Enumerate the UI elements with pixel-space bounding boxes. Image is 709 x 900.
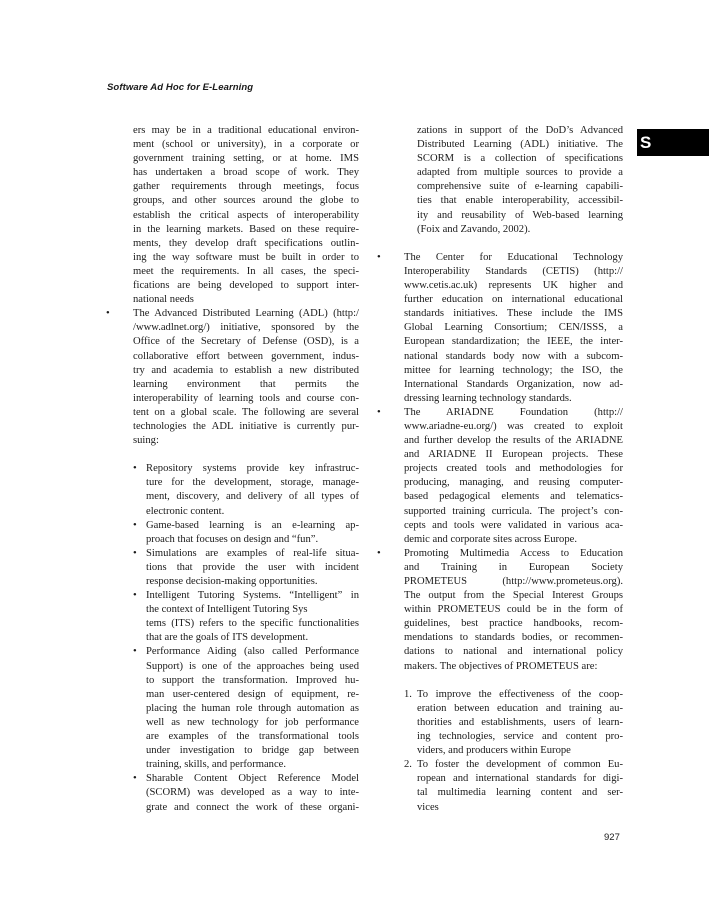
text-line: SCORM is a collection of specifications	[417, 153, 623, 165]
sub-bullet-game-based	[133, 519, 359, 547]
text-line: Support) is one of the approaches being used	[146, 660, 359, 672]
text-line: proach that focuses on design and “fun”.	[146, 533, 319, 545]
text-line: zations in support of the DoD’s Advanced	[417, 125, 623, 136]
sub-bullet-simulations	[133, 547, 359, 589]
text-line: ers may be in a traditional educational environ-	[133, 125, 359, 136]
running-head: Software Ad Hoc for E-Learning	[107, 82, 254, 93]
bullet-adl	[106, 307, 359, 448]
text-line: under investigation to bridge gap between	[146, 745, 359, 757]
text-line: www.ariadne-eu.org/) was created to exploit	[404, 420, 623, 432]
text-line: eration between education and training au-	[417, 702, 623, 714]
text-line: To improve the effectiveness of the coop-	[417, 688, 623, 700]
bullet-icon: •	[377, 547, 381, 559]
text-line: meet the requirements. In all cases, the speci-	[133, 265, 359, 277]
text-line: projects created tools and methodologies for	[404, 463, 623, 475]
text-line: further education on international educational	[404, 294, 623, 306]
text-line: Repository systems provide key infrastruc-	[146, 463, 359, 475]
section-tab: S	[637, 129, 709, 156]
text-line: ment (school or university), in a corporate or	[133, 139, 359, 151]
text-line: tent on a global scale. The following are several	[133, 406, 359, 418]
text-line: (SCORM) was developed as a way to inte-	[146, 787, 359, 799]
text-line: response decision-making opportunities.	[146, 576, 318, 587]
list-number: 1.	[404, 688, 412, 700]
text-line: Game-based learning is an e-learning ap-	[146, 519, 359, 531]
text-line: Sharable Content Object Reference Model	[146, 773, 359, 785]
text-line: Performance Aiding (also called Performance	[146, 646, 359, 658]
bullet-ariadne	[377, 406, 623, 547]
text-line: and Training in European Society	[404, 561, 623, 573]
text-line: tems (ITS) refers to the specific functionalities	[146, 618, 359, 630]
sub-bullet-scorm	[133, 772, 359, 814]
text-line: standards initiatives. These include the IMS	[404, 308, 623, 320]
text-line: ropean and international standards for digi-	[417, 773, 623, 785]
text-line: ture for the development, storage, manage-	[146, 477, 359, 489]
text-line: ment, discovery, and delivery of all types of	[146, 491, 359, 503]
text-line: tal multimedia learning content and ser-	[417, 787, 623, 799]
text-line: electronic content.	[146, 505, 225, 517]
text-line: viders, and producers within Europe	[417, 745, 571, 757]
text-line: national standards body now with a subcom-	[404, 350, 623, 362]
scorm-continuation	[404, 124, 623, 237]
bullet-icon: •	[133, 773, 137, 785]
text-line: and further develop the results of the ARIADNE	[404, 435, 623, 447]
text-line: the context of Intelligent Tutoring Sys	[146, 604, 308, 616]
text-line: are examples of the transformational tools	[146, 731, 359, 743]
text-line: ties that enable interoperability, accessibil-	[417, 195, 623, 207]
text-line: The output from the Special Interest Groups	[404, 590, 623, 602]
text-line: tions that provide the user with incident	[146, 561, 359, 573]
text-line: producing, managing, and reusing computer-	[404, 477, 623, 489]
list-number: 2.	[404, 759, 412, 771]
bullet-icon: •	[133, 646, 137, 658]
text-line: that are the goals of ITS development.	[146, 632, 309, 644]
text-line: man user-centered design of equipment, re-	[146, 688, 359, 700]
text-line: ity and reusability of Web-based learning	[417, 209, 623, 221]
bullet-icon: •	[133, 519, 137, 531]
text-line: interoperability of learning tools and course con-	[133, 392, 359, 404]
text-line: placing the human role through automation as	[146, 702, 359, 714]
text-line: suing:	[133, 435, 159, 447]
text-line: (Foix and Zavando, 2002).	[417, 223, 531, 235]
left-column	[106, 124, 359, 815]
text-line: try and academia to establish a new distributed	[133, 364, 359, 376]
text-line: based pedagogical elements and telematics-	[404, 491, 623, 503]
bullet-icon: •	[377, 251, 381, 263]
text-line: PROMETEUS (http://www.prometeus.org).	[404, 576, 623, 587]
paragraph-ims	[133, 124, 359, 307]
text-line: Interoperability Standards (CETIS) (http://	[404, 265, 623, 277]
text-line: fications are being developed to support inter-	[133, 280, 359, 292]
text-line: cepts and tools were validated in various aca-	[404, 519, 623, 531]
text-line: and ARIADNE II European projects. These	[404, 449, 623, 461]
text-line: /www.adlnet.org/) initiative, sponsored by the	[133, 322, 359, 334]
text-line: Simulations are examples of real-life situa-	[146, 547, 359, 559]
sub-bullet-performance-aiding	[133, 645, 359, 772]
bullet-prometeus	[377, 547, 623, 674]
text-line: Intelligent Tutoring Systems. “Intelligent” in	[146, 590, 359, 602]
text-line: groups, and other sources around the globe to	[133, 195, 359, 207]
text-line: Global Learning Consortium; CEN/ISSS, a	[404, 322, 623, 334]
sub-bullet-its	[133, 589, 359, 645]
bullet-cetis	[377, 251, 623, 406]
page-number: 927	[604, 832, 620, 843]
right-column	[377, 124, 623, 815]
text-line: mendations to standards bodies, or recommen-	[404, 632, 623, 644]
text-line: technologies the ADL initiative is currently pur-	[133, 420, 359, 432]
text-line: training, skills, and performance.	[146, 759, 287, 771]
text-line: guidelines, best practice handbooks, recom-	[404, 618, 623, 630]
text-line: dations to national and international policy	[404, 646, 623, 658]
text-line: learning environment that permits the	[133, 378, 359, 390]
text-line: thorities and establishments, users of learn-	[417, 716, 623, 728]
text-line: establish the critical aspects of interoperability	[133, 209, 359, 221]
bullet-icon: •	[133, 463, 137, 475]
text-line: government training setting, or at home. IMS	[133, 153, 359, 165]
text-line: supported training curricula. The project’s con-	[404, 505, 623, 517]
text-line: national needs	[133, 294, 194, 306]
text-line: ing technologies, service and content pro-	[417, 731, 623, 743]
text-line: grate and connect the work of these organi-	[146, 801, 359, 813]
text-line: makers. The objectives of PROMETEUS are:	[404, 660, 598, 672]
text-line: within PROMETEUS could be in the form of	[404, 604, 623, 616]
text-line: ing the way software must be built in order to	[133, 251, 359, 263]
objective-item	[404, 758, 623, 814]
bullet-icon: •	[133, 547, 137, 559]
text-line: mittee for learning technology; the ISO, the	[404, 364, 623, 376]
text-line: gather requirements through meetings, focus	[133, 181, 359, 193]
text-line: www.cetis.ac.uk) represents UK higher and	[404, 280, 623, 292]
text-line: International Standards Organization, now ad-	[404, 378, 623, 390]
text-line: Promoting Multimedia Access to Education	[404, 547, 623, 559]
text-line: ments, they develop draft specifications outlin-	[133, 237, 359, 249]
text-line: adapted from multiple sources to provide a	[417, 167, 623, 179]
text-line: has undertaken a broad scope of work. They	[133, 167, 359, 179]
bullet-icon: •	[377, 406, 381, 418]
text-line: The Advanced Distributed Learning (ADL) (http:/	[133, 308, 359, 320]
text-line: vices	[417, 801, 439, 813]
text-line: collaborative effort between government, indus-	[133, 350, 359, 362]
text-line: The Center for Educational Technology	[404, 251, 623, 263]
sub-bullet-repository	[133, 462, 359, 518]
text-line: in the learning markets. Based on these require-	[133, 223, 359, 235]
text-line: dressing learning technology standards.	[404, 392, 572, 404]
text-line: Distributed Learning (ADL) initiative. The	[417, 139, 623, 151]
bullet-icon: •	[133, 590, 137, 602]
text-line: demic and corporate sites across Europe.	[404, 533, 577, 545]
text-line: The ARIADNE Foundation (http://	[404, 406, 623, 418]
text-line: To foster the development of common Eu-	[417, 759, 623, 771]
text-line: Office of the Secretary of Defense (OSD), is a	[133, 336, 359, 348]
text-line: comprehensive suite of e-learning capabili-	[417, 181, 623, 193]
objective-item	[404, 688, 623, 758]
text-line: European standardization; the IEEE, the inter-	[404, 336, 623, 348]
text-line: well as new technology for job performance	[146, 716, 359, 728]
bullet-icon: •	[106, 308, 110, 320]
text-line: to support the transformation. Improved hu-	[146, 674, 359, 686]
